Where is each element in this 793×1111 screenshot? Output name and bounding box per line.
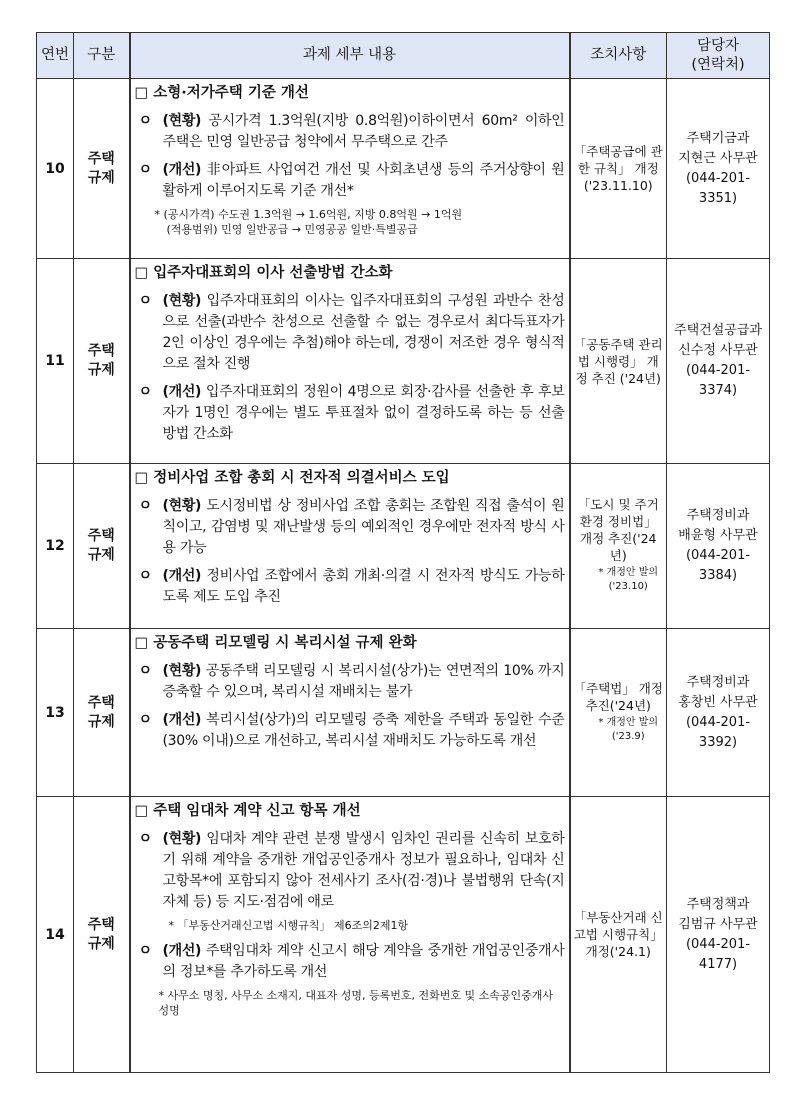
row-manager: 주택건설공급과 신수정 사무관 (044-201-3374) (667, 259, 770, 464)
status-item (135, 496, 565, 559)
footnote: * 「부동산거래신고법 시행규칙」 제6조의2제1항 (168, 919, 409, 932)
row-manager: 주택정비과 배윤형 사무관 (044-201-3384) (667, 464, 770, 629)
improvement-item (135, 941, 565, 983)
item-lead: (현황) (162, 498, 202, 514)
row-action (570, 464, 667, 629)
footnote: * 사무소 명칭, 사무소 소재지, 대표자 성명, 등록번호, 전화번호 및 소속공인중개사 성명 (158, 989, 553, 1017)
table-row (37, 629, 770, 797)
row-detail (130, 629, 570, 797)
header-action: 조치사항 (570, 33, 667, 79)
item-text: 임대차 계약 관련 분쟁 발생시 임차인 권리를 신속히 보호하기 위해 계약을 중개한 개업공인중개사 정보가 필요하나, 임대차 신고항목*에 포함되지 않아 전세사기 조사(검·경)나 불법행위 단속(지자체 등) 등 지도·점검에 애로 (162, 831, 565, 910)
item-lead: (개선) (162, 712, 202, 728)
bullet-icon: ㅇ (138, 943, 152, 959)
bullet-icon: ㅇ (138, 162, 152, 178)
action-note: * 개정안 발의('23.10) (598, 567, 659, 592)
bullet-icon: ㅇ (138, 712, 152, 728)
bullet-icon: ㅇ (138, 663, 152, 679)
header-manager: 담당자 (연락처) (667, 33, 770, 79)
item-lead: (개선) (162, 568, 202, 584)
table-row (37, 259, 770, 464)
task-table (36, 32, 770, 1073)
row-action: 「공동주택 관리법 시행령」 개정 추진 ('24년) (570, 259, 667, 464)
status-item (135, 829, 565, 913)
improvement-item (135, 566, 565, 608)
item-text: 입주자대표회의 이사는 입주자대표회의 구성원 과반수 찬성으로 선출(과반수 찬성으로 선출할 수 없는 경우로서 최다득표자가 2인 이상인 경우에는 추첨)해야 하는데, 경쟁이 저조한 경우 형식적으로 절차 진행 (162, 293, 565, 372)
item-text: 정비사업 조합에서 총회 개최·의결 시 전자적 방식도 가능하도록 제도 도입 추진 (162, 568, 565, 605)
item-text: 도시정비법 상 정비사업 조합 총회는 조합원 직접 출석이 원칙이고, 감염병 및 재난발생 등의 예외적인 경우에만 전자적 방식 사용 가능 (162, 498, 565, 556)
item-lead: (현황) (162, 663, 202, 679)
row-category: 주택 규제 (74, 797, 130, 1073)
task-title: □ 입주자대표회의 이사 선출방법 간소화 (134, 265, 393, 281)
document-page (36, 32, 769, 1073)
bullet-icon: ㅇ (138, 498, 152, 514)
task-title: □ 공동주택 리모델링 시 복리시설 규제 완화 (134, 635, 417, 651)
task-title: □ 정비사업 조합 총회 시 전자적 의결서비스 도입 (134, 470, 450, 486)
table-row (37, 797, 770, 1073)
item-text: 복리시설(상가)의 리모델링 증축 제한을 주택과 동일한 수준(30% 이내)으로 개선하고, 복리시설 재배치도 가능하도록 개선 (162, 712, 565, 749)
action-text: 「도시 및 주거환경 정비법」 개정 추진('24년) (577, 497, 659, 563)
footnote: * (공시가격) 수도권 1.3억원 → 1.6억원, 지방 0.8억원 → 1억원 (154, 208, 463, 221)
bullet-icon: ㅇ (138, 113, 152, 129)
row-category: 주택 규제 (74, 79, 130, 259)
row-action (570, 629, 667, 797)
item-text: 주택임대차 계약 신고시 해당 계약을 중개한 개업공인중개사의 정보*를 추가하도록 개선 (162, 943, 565, 980)
action-text: 「주택법」 개정 추진('24년) (573, 680, 663, 713)
row-action: 「부동산거래 신고법 시행규칙」 개정('24.1) (570, 797, 667, 1073)
row-action: 「주택공급에 관한 규칙」 개정('23.11.10) (570, 79, 667, 259)
task-title: □ 소형·저가주택 기준 개선 (134, 85, 309, 101)
bullet-icon: ㅇ (138, 293, 152, 309)
item-text: 공동주택 리모델링 시 복리시설(상가)는 연면적의 10% 까지 증축할 수 있으며, 복리시설 재배치는 불가 (162, 663, 565, 700)
item-lead: (현황) (162, 831, 202, 847)
row-detail (130, 259, 570, 464)
bullet-icon: ㅇ (138, 384, 152, 400)
row-manager: 주택기금과 지현근 사무관 (044-201-3351) (667, 79, 770, 259)
item-lead: (개선) (162, 943, 202, 959)
table-row (37, 464, 770, 629)
row-manager: 주택정책과 김범규 사무관 (044-201-4177) (667, 797, 770, 1073)
row-manager: 주택정비과 홍창빈 사무관 (044-201-3392) (667, 629, 770, 797)
item-text: 입주자대표회의 정원이 4명으로 회장·감사를 선출한 후 후보자가 1명인 경우에는 별도 투표절차 없이 결정하도록 하는 등 선출방법 간소화 (162, 384, 565, 442)
header-category: 구분 (74, 33, 130, 79)
item-text: 공시가격 1.3억원(지방 0.8억원)이하이면서 60m² 이하인 주택은 민영 일반공급 청약에서 무주택으로 간주 (162, 113, 565, 150)
row-detail (130, 464, 570, 629)
item-lead: (현황) (162, 293, 202, 309)
table-header-row (37, 33, 770, 79)
header-no: 연번 (37, 33, 74, 79)
item-lead: (개선) (162, 384, 202, 400)
row-number: 10 (37, 79, 74, 259)
header-detail: 과제 세부 내용 (130, 33, 570, 79)
row-category: 주택 규제 (74, 629, 130, 797)
status-item (135, 111, 565, 153)
table-row (37, 79, 770, 259)
improvement-item (135, 710, 565, 752)
row-number: 11 (37, 259, 74, 464)
row-number: 13 (37, 629, 74, 797)
row-number: 14 (37, 797, 74, 1073)
footnote: (적용범위) 민영 일반공급 → 민영공공 일반·특별공급 (166, 223, 418, 236)
status-item (135, 661, 565, 703)
improvement-item (135, 382, 565, 445)
action-note: * 개정안 발의('23.9) (598, 716, 659, 742)
row-category: 주택 규제 (74, 464, 130, 629)
item-lead: (현황) (162, 113, 202, 129)
item-lead: (개선) (162, 162, 202, 178)
row-category: 주택 규제 (74, 259, 130, 464)
item-text: 非아파트 사업여건 개선 및 사회초년생 등의 주거상향이 원활하게 이루어지도록 기준 개선* (162, 162, 565, 199)
row-detail (130, 797, 570, 1073)
status-item (135, 291, 565, 375)
bullet-icon: ㅇ (138, 831, 152, 847)
bullet-icon: ㅇ (138, 568, 152, 584)
task-title: □ 주택 임대차 계약 신고 항목 개선 (134, 803, 361, 819)
row-number: 12 (37, 464, 74, 629)
improvement-item (135, 160, 565, 202)
row-detail (130, 79, 570, 259)
